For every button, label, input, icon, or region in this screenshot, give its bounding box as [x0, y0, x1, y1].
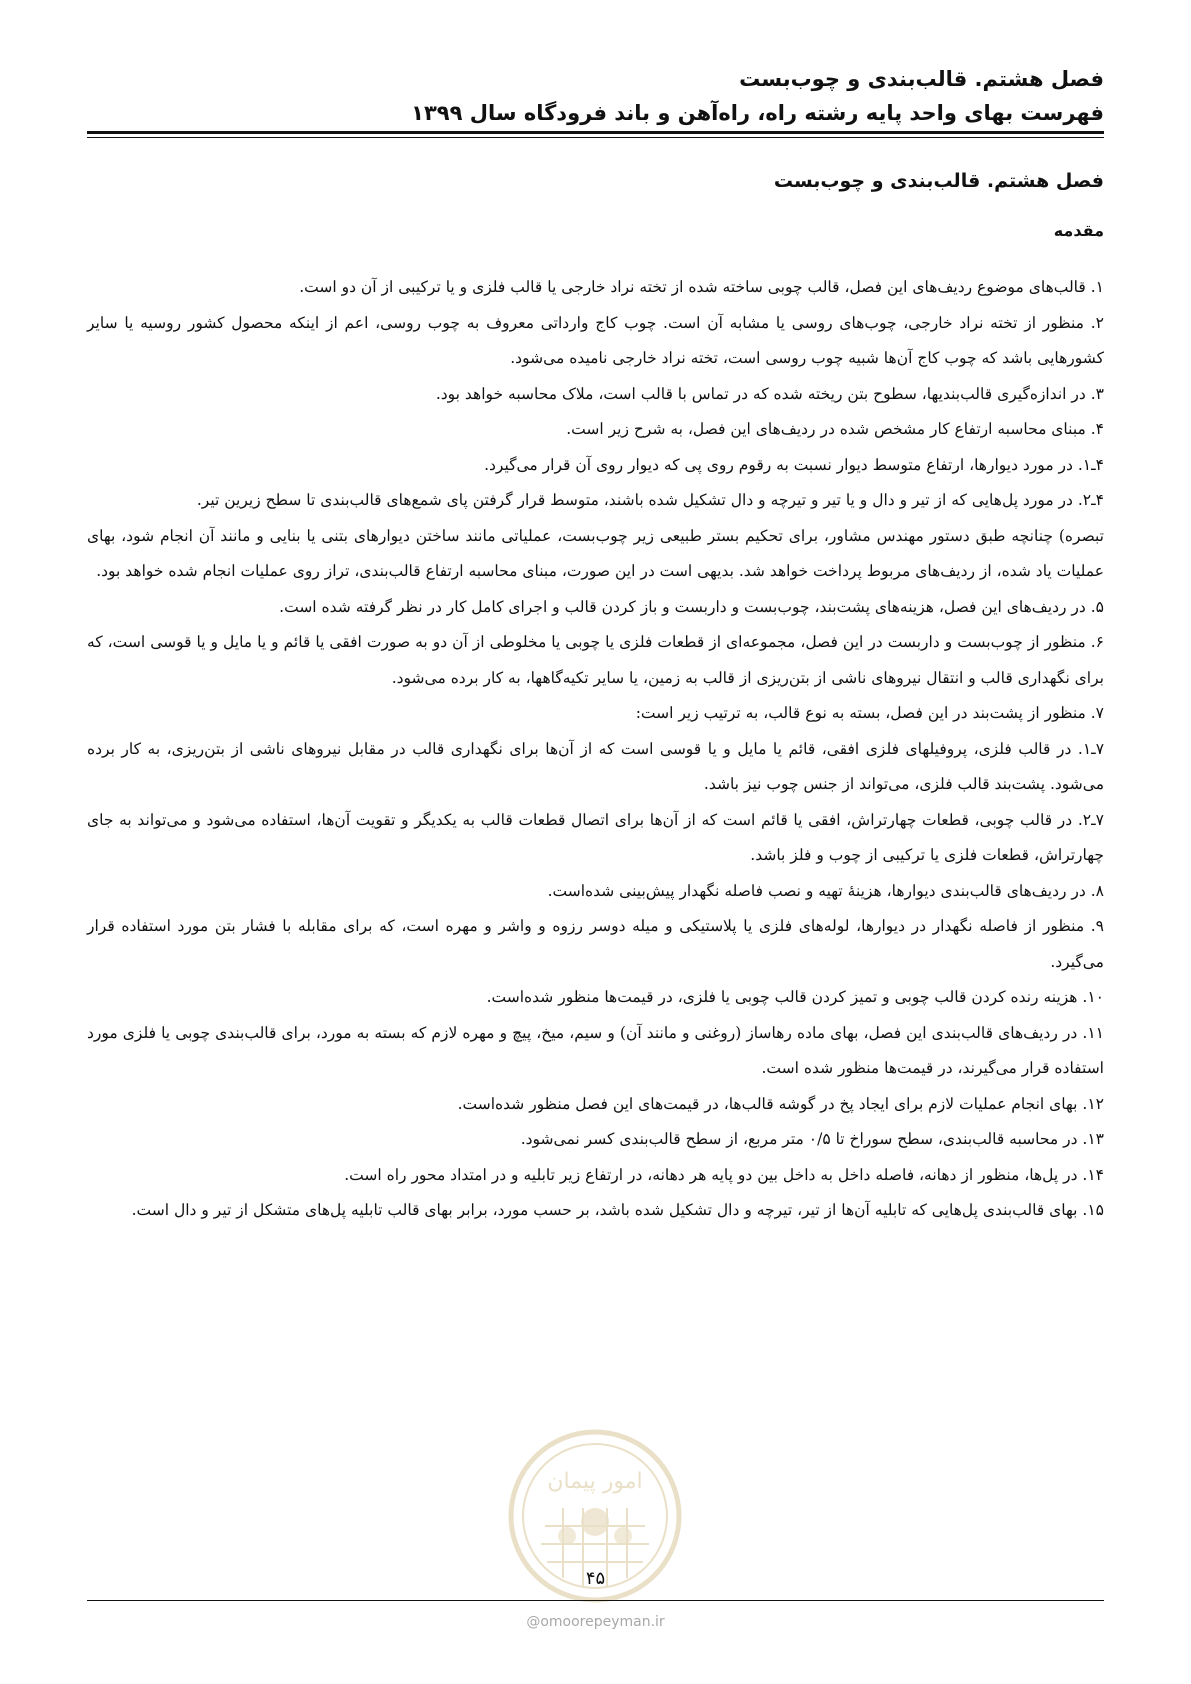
paragraph: ۱۱. در ردیف‌های قالب‌بندی این فصل، بهای ماده رهاساز (روغنی و مانند آن) و سیم، میخ، پیچ و مهره لازم که بسته به مورد، برای قالب‌بندی چوبی یا فلزی مورد استفاده قرار می‌گیرند، در قیمت‌ها منظور شده است. [87, 1023, 1104, 1077]
paragraph: ۴ـ۱. در مورد دیوارها، ارتفاع متوسط دیوار نسبت به رقوم روی پی که دیوار روی آن قرار می‌گیرد. [484, 455, 1104, 474]
paragraph: ۲. منظور از تخته نراد خارجی، چوب‌های روسی یا مشابه آن است. چوب کاج وارداتی معروف به چوب روسی، اعم از اینکه محصول کشور روسیه یا سایر کشورهایی باشد که چوب کاج آن‌ها شبیه چوب روسی است، تخته نراد خارجی نامیده می‌شود. [87, 313, 1104, 367]
paragraph: ۱۴. در پل‌ها، منظور از دهانه، فاصله داخل به داخل بین دو پایه هر دهانه، در ارتفاع زیر تابلیه و در امتداد محور راه است. [344, 1165, 1104, 1184]
paragraph: ۱۲. بهای انجام عملیات لازم برای ایجاد پخ در گوشه قالب‌ها، در قیمت‌های این فصل منظور شده‌است. [457, 1094, 1104, 1113]
paragraph: ۷ـ۲. در قالب چوبی، قطعات چهارتراش، افقی یا قائم است که از آن‌ها برای اتصال قطعات قالب به یکدیگر و تقویت آن‌ها، استفاده می‌شود و می‌تواند به جای چهارتراش، قطعات فلزی یا ترکیبی از چوب و فلز باشد. [87, 810, 1104, 864]
paragraph: ۷ـ۱. در قالب فلزی، پروفیلهای فلزی افقی، قائم یا مایل و یا قوسی است که از آن‌ها برای نگهداری قالب در مقابل نیروهای ناشی از بتن‌ریزی، به کار برده می‌شود. پشت‌بند قالب فلزی، می‌تواند از جنس چوب نیز باشد. [87, 739, 1105, 793]
paragraph: ۳. در اندازه‌گیری قالب‌بندیها، سطوح بتن ریخته شده که در تماس با قالب است، ملاک محاسبه خواهد بود. [435, 384, 1104, 403]
page-number: ۴۵ [585, 1568, 606, 1589]
introduction-heading: مقدمه [1053, 221, 1104, 240]
paragraph: ۴. مبنای محاسبه ارتفاع کار مشخص شده در ردیف‌های این فصل، به شرح زیر است. [566, 420, 1104, 438]
chapter-heading: فصل هشتم. قالب‌بندی و چوب‌بست [773, 170, 1104, 192]
watermark-text: امور پیمان [547, 1469, 643, 1494]
watermark-left-emblem [558, 1527, 576, 1545]
running-header [87, 62, 1104, 130]
watermark-center-emblem [581, 1508, 609, 1536]
paragraph: ۱. قالب‌های موضوع ردیف‌های این فصل، قالب چوبی ساخته شده از تخته نراد خارجی یا قالب فلزی و یا ترکیبی از آن دو است. [299, 278, 1104, 296]
header-price-list-title: فهرست بهای واحد پایه رشته راه، راه‌آهن و باند فرودگاه سال ۱۳۹۹ [411, 101, 1104, 125]
paragraph: ۴ـ۲. در مورد پل‌هایی که از تیر و دال و یا تیر و تیرچه و دال تشکیل شده باشند، متوسط قرار گرفتن پای شمع‌های قالب‌بندی تا سطح زیرین تیر. [196, 491, 1104, 509]
paragraph: ۷. منظور از پشت‌بند در این فصل، بسته به نوع قالب، به ترتیب زیر است: [635, 704, 1104, 722]
header-chapter-title: فصل هشتم. قالب‌بندی و چوب‌بست [739, 67, 1104, 91]
header-divider-thick [87, 131, 1104, 134]
paragraph: ۸. در ردیف‌های قالب‌بندی دیوارها، هزینهٔ تهیه و نصب فاصله نگهدار پیش‌بینی شده‌است. [547, 881, 1104, 900]
footer-divider [87, 1600, 1104, 1601]
watermark-right-emblem [614, 1527, 632, 1545]
page-body [87, 166, 1104, 1229]
paragraph: ۱۰. هزینه رنده کردن قالب چوبی و تمیز کردن قالب چوبی یا فلزی، در قیمت‌ها منظور شده‌است. [486, 988, 1104, 1006]
paragraph: ۹. منظور از فاصله نگهدار در دیوارها، لوله‌های فلزی یا پلاستیکی و میله دوسر رزوه و واشر و مهره است، که برای مقابله با فشار بتن مورد استفاده قرار می‌گیرد. [87, 917, 1104, 971]
header-divider-thin [87, 137, 1104, 138]
footer-url: @omoorepeyman.ir [526, 1614, 665, 1630]
paragraph: ۱۳. در محاسبه قالب‌بندی، سطح سوراخ تا ۰/۵ متر مربع، از سطح قالب‌بندی کسر نمی‌شود. [520, 1130, 1104, 1148]
paragraph: ۶. منظور از چوب‌بست و داربست در این فصل، مجموعه‌ای از قطعات فلزی یا چوبی یا مخلوطی از آن دو به صورت افقی یا قائم و یا مایل و یا قوسی است، که برای نگهداری قالب و انتقال نیروهای ناشی از بتن‌ریزی از قالب به زمین، یا سایر تکیه‌گاهها، به کار برده می‌شود. [87, 633, 1104, 687]
note-paragraph: تبصره) چنانچه طبق دستور مهندس مشاور، برای تحکیم بستر طبیعی زیر چوب‌بست، عملیاتی مانند ساختن دیوارهای بتنی یا بنایی و مانند آن انجام شود، بهای عملیات یاد شده، از ردیف‌های مربوط پرداخت خواهد شد. بدیهی است در این صورت، مبنای محاسبه ارتفاع قالب‌بندی، تراز روی عملیات انجام شده خواهد بود. [87, 526, 1104, 580]
paragraph: ۵. در ردیف‌های این فصل، هزینه‌های پشت‌بند، چوب‌بست و داربست و باز کردن قالب و اجرای کامل کار در نظر گرفته شده است. [279, 597, 1104, 616]
paragraph: ۱۵. بهای قالب‌بندی پل‌هایی که تابلیه آن‌ها از تیر، تیرچه و دال تشکیل شده باشد، بر حسب مورد، برابر بهای قالب تابلیه پل‌های متشکل از تیر و دال است. [131, 1201, 1104, 1219]
